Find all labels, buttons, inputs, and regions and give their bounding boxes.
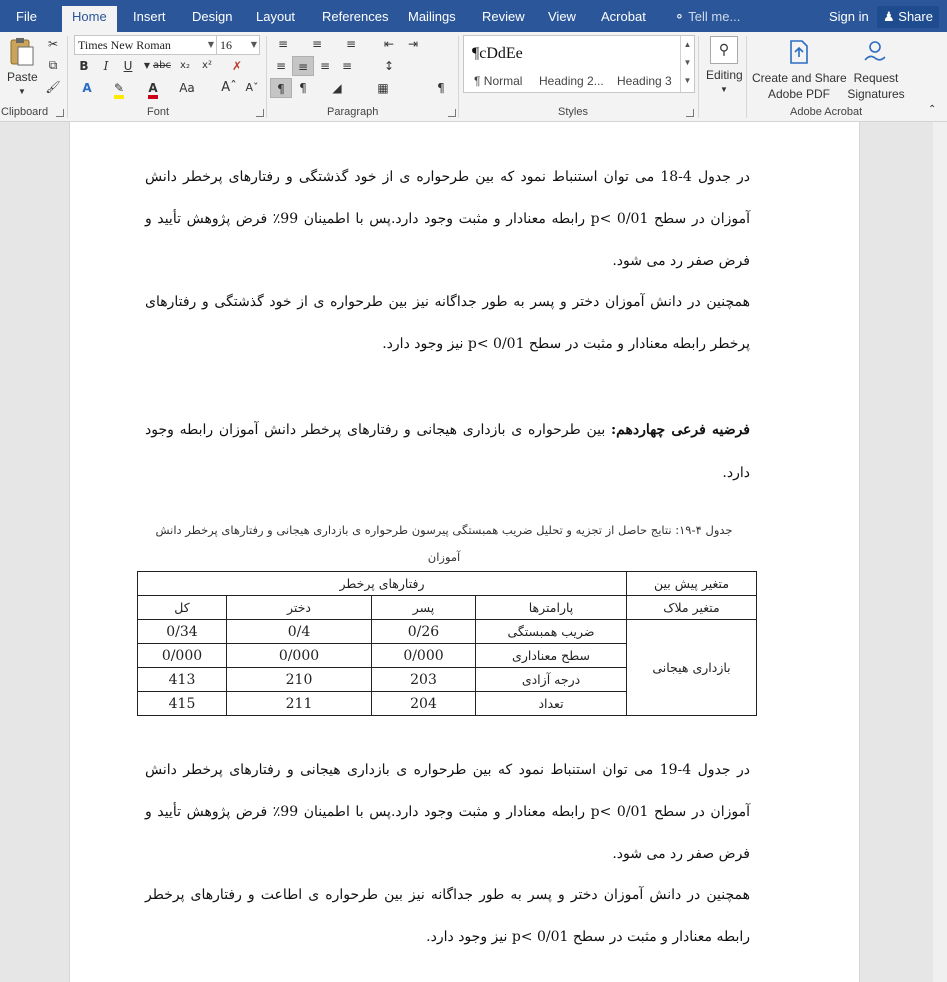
style-heading-3[interactable]: Heading 3 — [617, 74, 672, 88]
tab-view[interactable]: View — [548, 9, 576, 24]
subscript-icon[interactable]: x₂ — [180, 60, 190, 71]
font-name-combo[interactable] — [74, 35, 217, 55]
table-cell-boy: 204 — [372, 692, 476, 716]
paste-dropdown-icon[interactable]: ▼ — [18, 87, 26, 96]
group-divider — [746, 36, 747, 118]
paragraph-launcher-icon[interactable] — [448, 109, 456, 117]
clipboard-group-label: Clipboard — [1, 106, 49, 118]
group-divider — [698, 36, 699, 118]
font-color-icon[interactable]: A — [142, 78, 164, 98]
request-line2: Signatures — [847, 87, 905, 101]
tab-mailings[interactable]: Mailings — [408, 9, 456, 24]
font-group-label: Font — [147, 106, 170, 118]
borders-icon[interactable]: ▦ — [377, 81, 389, 95]
paragraph-line[interactable]: در جدول 4-18 می توان استنباط نمود که بین طرحواره ی از خود گذشتگی و رفتارهای پرخطر دانش — [145, 169, 750, 185]
request-signatures-button[interactable] — [845, 70, 907, 102]
table-cell-param: تعداد — [476, 692, 627, 716]
table-cell-total: 0/000 — [138, 644, 227, 668]
ribbon — [0, 32, 947, 122]
decrease-indent-icon[interactable]: ⇤ — [383, 37, 395, 51]
font-size-combo[interactable] — [216, 35, 260, 55]
paragraph-line[interactable]: فرض صفر رد می شود. — [612, 253, 750, 269]
create-share-pdf-button[interactable] — [752, 70, 846, 102]
rtl-direction-icon[interactable]: ¶ — [299, 81, 307, 95]
copy-icon[interactable]: ⧉ — [48, 58, 58, 72]
share-label: Share — [898, 9, 933, 24]
shading-icon[interactable]: ◢ — [332, 81, 342, 95]
paragraph-group-label: Paragraph — [327, 106, 379, 118]
ribbon-tab-bar — [0, 0, 947, 32]
justify-icon[interactable]: ≡ — [341, 59, 353, 73]
paragraph-line[interactable]: دارد. — [722, 465, 750, 481]
show-formatting-icon[interactable]: ¶ — [437, 81, 445, 95]
tab-references[interactable]: References — [322, 9, 389, 24]
tab-layout[interactable]: Layout — [256, 9, 296, 24]
text-effects-icon[interactable]: A — [82, 81, 92, 95]
align-left-icon[interactable]: ≡ — [275, 59, 287, 73]
styles-scroll-control[interactable]: ▲ ▼ ▼ — [680, 36, 694, 92]
ltr-direction-icon[interactable]: ¶ — [270, 78, 292, 98]
style-heading-2[interactable]: Heading 2... — [539, 74, 604, 88]
chevron-down-icon: ▼ — [207, 40, 214, 49]
results-table[interactable] — [137, 571, 757, 716]
table-caption[interactable]: جدول ۴-۱۹: نتایج حاصل از تجزیه و تحلیل ضریب همبستگی پیرسون طرحواره ی بازداری هیجانی و رفتارهای پرخطر دانش — [155, 523, 733, 537]
search-icon[interactable]: ⚲ — [710, 36, 738, 64]
acrobat-group-label: Adobe Acrobat — [790, 106, 863, 118]
shrink-font-icon[interactable]: Aˇ — [245, 81, 259, 94]
editing-button[interactable]: Editing — [706, 68, 743, 82]
table-header-girl: دختر — [227, 596, 372, 620]
strikethrough-icon[interactable]: abc — [153, 60, 171, 71]
hypothesis-heading[interactable] — [145, 422, 750, 438]
paragraph-line[interactable]: در جدول 4-19 می توان استنباط نمود که بین طرحواره ی بازداری هیجانی و رفتارهای پرخطر دانش — [145, 762, 750, 778]
table-cell-param: درجه آزادی — [476, 668, 627, 692]
highlight-icon[interactable]: ✎ — [108, 78, 130, 98]
font-size-value: 16 — [220, 38, 232, 52]
table-cell-boy: 0/26 — [372, 620, 476, 644]
sign-in-link[interactable]: Sign in — [829, 9, 869, 24]
italic-icon[interactable]: I — [103, 59, 109, 73]
table-caption-line2[interactable]: آموزان — [427, 550, 461, 564]
paste-icon[interactable] — [8, 36, 36, 68]
table-cell-total: 0/34 — [138, 620, 227, 644]
format-painter-icon[interactable]: 🖌 — [45, 80, 61, 94]
table-cell-param: سطح معناداری — [476, 644, 627, 668]
tab-insert[interactable]: Insert — [133, 9, 166, 24]
bold-icon[interactable]: B — [79, 59, 89, 73]
vertical-scrollbar[interactable] — [933, 122, 947, 982]
align-center-icon[interactable]: ≡ — [292, 56, 314, 76]
person-add-icon: ♟ — [883, 10, 895, 25]
clear-formatting-icon[interactable]: ✗ — [231, 59, 243, 73]
signature-icon[interactable] — [861, 38, 889, 66]
paragraph-line[interactable]: فرض صفر رد می شود. — [612, 846, 750, 862]
tab-file[interactable]: File — [16, 9, 37, 24]
tab-review[interactable]: Review — [482, 9, 525, 24]
chevron-down-icon[interactable]: ▼ — [720, 85, 728, 94]
hypothesis-bold: فرضیه فرعی چهاردهم: — [610, 422, 751, 438]
style-normal[interactable]: ¶ Normal — [474, 74, 523, 88]
table-header-predictor: متغیر پیش بین — [627, 572, 757, 596]
paste-button[interactable]: Paste — [7, 70, 38, 84]
table-header-criterion: متغیر ملاک — [627, 596, 757, 620]
table-cell-total: 413 — [138, 668, 227, 692]
style-preview-text: ¶cDdEe — [472, 45, 523, 62]
tab-design[interactable]: Design — [192, 9, 233, 24]
styles-group-label: Styles — [558, 106, 588, 118]
table-row — [138, 620, 757, 644]
table-header-boy: پسر — [372, 596, 476, 620]
tab-home[interactable]: Home — [62, 6, 117, 32]
line-spacing-icon[interactable]: ↕ — [383, 59, 395, 73]
font-launcher-icon[interactable] — [256, 109, 264, 117]
group-divider — [67, 36, 68, 118]
paragraph-line[interactable]: پرخطر رابطه معنادار و مثبت در سطح p< 0/01 نیز وجود دارد. — [382, 336, 750, 352]
table-header-criterion-group: رفتارهای پرخطر — [138, 572, 627, 596]
grow-font-icon[interactable]: Aˆ — [221, 80, 237, 95]
table-cell-param: ضریب همبستگی — [476, 620, 627, 644]
cut-icon[interactable]: ✂ — [47, 37, 59, 51]
table-cell-girl: 0/000 — [227, 644, 372, 668]
table-cell-boy: 0/000 — [372, 644, 476, 668]
table-cell-girl: 211 — [227, 692, 372, 716]
table-cell-girl: 210 — [227, 668, 372, 692]
bullets-icon[interactable]: ≡ — [277, 37, 289, 51]
table-cell-total: 415 — [138, 692, 227, 716]
table-cell-girl: 0/4 — [227, 620, 372, 644]
styles-launcher-icon[interactable] — [686, 109, 694, 117]
request-line1: Request — [853, 71, 899, 85]
group-divider — [458, 36, 459, 118]
share-button[interactable] — [877, 6, 939, 28]
underline-icon[interactable]: U — [123, 59, 133, 73]
tell-me-text: Tell me... — [688, 9, 741, 24]
paragraph-line[interactable]: آموزان در سطح p< 0/01 رابطه معنادار و مثبت وجود دارد.پس با اطمینان 99٪ فرض پژوهش تأیید و — [145, 211, 750, 227]
multilevel-list-icon[interactable]: ≡ — [345, 37, 357, 51]
increase-indent-icon[interactable]: ⇥ — [407, 37, 419, 51]
change-case-icon[interactable]: Aa — [179, 81, 195, 95]
paragraph-line[interactable]: همچنین در دانش آموزان دختر و پسر به طور جداگانه نیز بین طرحواره ی از خود گذشتگی و رفتارهای — [145, 294, 750, 310]
styles-gallery[interactable] — [463, 35, 695, 93]
tell-me-box[interactable] — [674, 0, 740, 32]
hypothesis-text: بین طرحواره ی بازداری هیجانی و رفتارهای پرخطر دانش آموزان رابطه وجود — [145, 422, 611, 438]
paragraph-line[interactable]: رابطه معنادار و مثبت در سطح p< 0/01 نیز وجود دارد. — [426, 929, 750, 945]
table-cell-boy: 203 — [372, 668, 476, 692]
numbering-icon[interactable]: ≡ — [311, 37, 323, 51]
lightbulb-icon: ⚬ — [674, 10, 685, 25]
clipboard-launcher-icon[interactable] — [56, 109, 64, 117]
tab-acrobat[interactable]: Acrobat — [601, 9, 646, 24]
table-variable-cell: بازداری هیجانی — [627, 620, 757, 716]
paragraph-line[interactable]: آموزان در سطح p< 0/01 رابطه معنادار و مثبت وجود دارد.پس با اطمینان 99٪ فرض پژوهش تأیید و — [145, 804, 750, 820]
underline-dropdown-icon[interactable]: ▼ — [143, 61, 151, 70]
table-header-total: کل — [138, 596, 227, 620]
create-pdf-icon[interactable] — [786, 38, 812, 66]
superscript-icon[interactable]: x² — [202, 60, 212, 71]
align-right-icon[interactable]: ≡ — [319, 59, 331, 73]
table-header-params: پارامترها — [476, 596, 627, 620]
chevron-down-icon: ▼ — [250, 40, 257, 49]
create-share-line2: Adobe PDF — [767, 87, 831, 101]
paragraph-line[interactable]: همچنین در دانش آموزان دختر و پسر به طور جداگانه نیز بین طرحواره ی اطاعت و رفتارهای پرخطر — [145, 887, 750, 903]
group-divider — [266, 36, 267, 118]
create-share-line1: Create and Share — [752, 71, 847, 85]
collapse-ribbon-icon[interactable]: ⌃ — [928, 104, 937, 115]
font-name-value: Times New Roman — [78, 38, 171, 52]
